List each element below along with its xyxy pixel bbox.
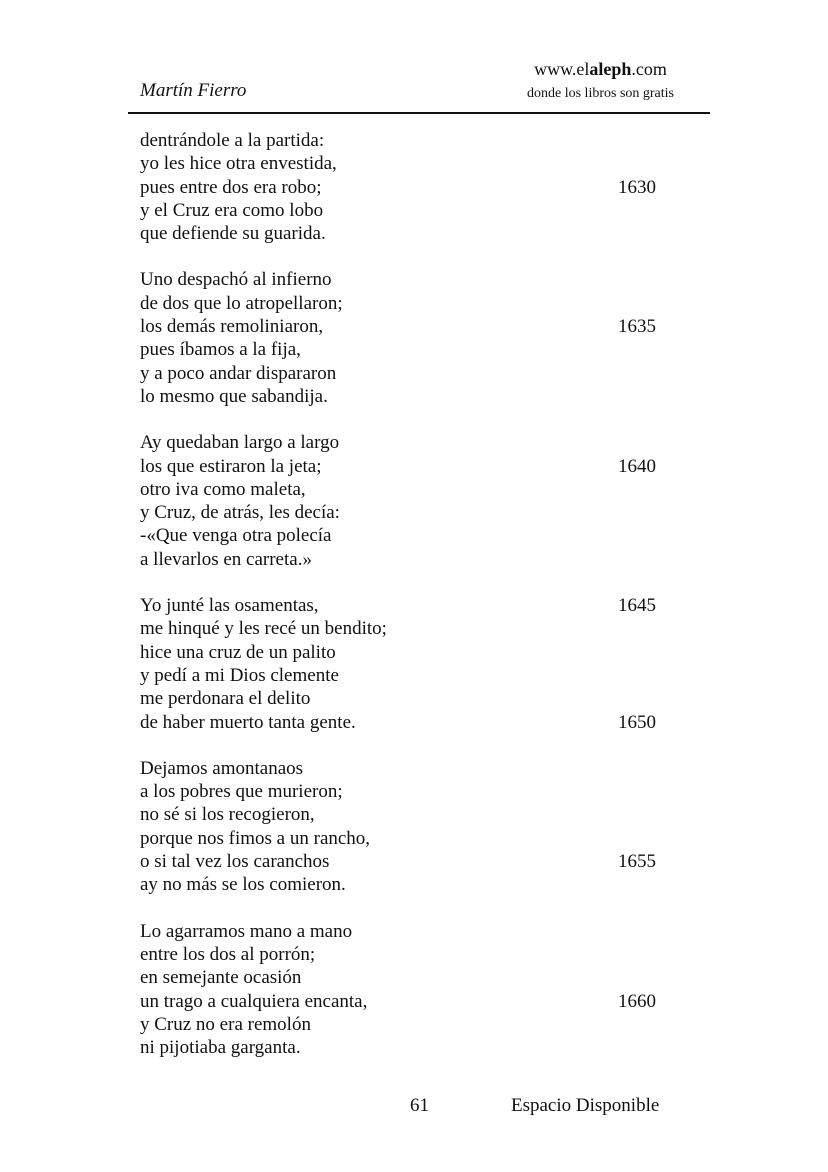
stanza: [140, 268, 680, 408]
verse-line: [140, 966, 680, 989]
verse-text: un trago a cualquiera encanta,: [140, 990, 368, 1012]
verse-line: [140, 222, 680, 245]
verse-line: [140, 873, 680, 896]
footer-label: Espacio Disponible: [511, 1095, 660, 1116]
page-number: 61: [410, 1095, 429, 1116]
verse-line: [140, 664, 680, 687]
verse-line: [140, 1036, 680, 1059]
verse-text: ni pijotiaba garganta.: [140, 1037, 301, 1059]
verse-text: en semejante ocasión: [140, 967, 302, 989]
verse-line: [140, 501, 680, 524]
verse-line: [140, 1013, 680, 1036]
verse-line: [140, 827, 680, 850]
stanza: [140, 757, 680, 897]
verse-text: Yo junté las osamentas,: [140, 595, 319, 617]
site-url[interactable]: [518, 58, 683, 80]
verse-text: Lo agarramos mano a mano: [140, 920, 353, 942]
verse-text: los demás remoliniaron,: [140, 316, 324, 338]
verse-line: [140, 338, 680, 361]
verse-line: [140, 617, 680, 640]
site-url-suffix: .com: [631, 59, 667, 79]
poem-body: [140, 129, 680, 1082]
stanza: [140, 920, 680, 1060]
verse-line-number: 1650: [618, 711, 656, 733]
page-header: [0, 0, 828, 120]
verse-line-number: 1635: [618, 316, 656, 338]
verse-text: -«Que venga otra polecía: [140, 525, 332, 547]
verse-text: otro iva como maleta,: [140, 478, 306, 500]
verse-line-number: 1645: [618, 595, 656, 617]
verse-text: yo les hice otra envestida,: [140, 153, 337, 175]
verse-line: [140, 803, 680, 826]
header-divider: [128, 112, 710, 114]
verse-line: [140, 478, 680, 501]
verse-line: [140, 548, 680, 571]
verse-line: [140, 594, 680, 617]
verse-line: [140, 920, 680, 943]
verse-line: [140, 687, 680, 710]
verse-text: hice una cruz de un palito: [140, 641, 336, 663]
stanza: [140, 129, 680, 245]
stanza: [140, 431, 680, 571]
verse-text: y pedí a mi Dios clemente: [140, 664, 339, 686]
verse-text: de haber muerto tanta gente.: [140, 711, 356, 733]
verse-text: o si tal vez los caranchos: [140, 851, 330, 873]
verse-text: y Cruz no era remolón: [140, 1013, 311, 1035]
verse-line: [140, 780, 680, 803]
verse-line-number: 1640: [618, 455, 656, 477]
verse-line-number: 1630: [618, 176, 656, 198]
site-url-prefix: www.el: [534, 59, 590, 79]
verse-text: pues íbamos a la fija,: [140, 339, 301, 361]
verse-line: [140, 943, 680, 966]
site-tagline: donde los libros son gratis: [527, 86, 674, 101]
verse-line: [140, 199, 680, 222]
verse-line: [140, 757, 680, 780]
verse-text: no sé si los recogieron,: [140, 804, 315, 826]
verse-line: [140, 990, 680, 1013]
verse-text: y a poco andar dispararon: [140, 362, 337, 384]
verse-line-number: 1655: [618, 851, 656, 873]
site-url-brand: aleph: [589, 59, 632, 79]
verse-line: [140, 292, 680, 315]
verse-text: lo mesmo que sabandija.: [140, 385, 328, 407]
verse-text: de dos que lo atropellaron;: [140, 292, 343, 314]
verse-line: [140, 385, 680, 408]
verse-text: a llevarlos en carreta.»: [140, 548, 312, 570]
verse-text: a los pobres que murieron;: [140, 781, 343, 803]
verse-text: Uno despachó al infierno: [140, 269, 332, 291]
verse-text: que defiende su guarida.: [140, 223, 326, 245]
verse-text: dentrándole a la partida:: [140, 130, 325, 151]
verse-line: [140, 152, 680, 175]
verse-text: y el Cruz era como lobo: [140, 199, 324, 221]
verse-text: pues entre dos era robo;: [140, 176, 322, 198]
verse-line: [140, 129, 680, 152]
verse-line: [140, 850, 680, 873]
verse-line: [140, 431, 680, 454]
verse-line: [140, 176, 680, 199]
verse-line: [140, 641, 680, 664]
verse-text: ay no más se los comieron.: [140, 874, 346, 896]
verse-text: Dejamos amontanaos: [140, 757, 304, 779]
verse-line-number: 1660: [618, 990, 656, 1012]
verse-line: [140, 455, 680, 478]
verse-text: porque nos fimos a un rancho,: [140, 827, 371, 849]
stanza: [140, 594, 680, 734]
verse-line: [140, 711, 680, 734]
verse-text: entre los dos al porrón;: [140, 943, 316, 965]
verse-line: [140, 362, 680, 385]
verse-text: me hinqué y les recé un bendito;: [140, 618, 387, 640]
verse-text: y Cruz, de atrás, les decía:: [140, 502, 340, 524]
book-title: Martín Fierro: [140, 80, 247, 101]
verse-text: me perdonara el delito: [140, 688, 311, 710]
verse-line: [140, 268, 680, 291]
verse-text: los que estiraron la jeta;: [140, 455, 322, 477]
verse-line: [140, 315, 680, 338]
verse-text: Ay quedaban largo a largo: [140, 432, 340, 454]
verse-line: [140, 524, 680, 547]
